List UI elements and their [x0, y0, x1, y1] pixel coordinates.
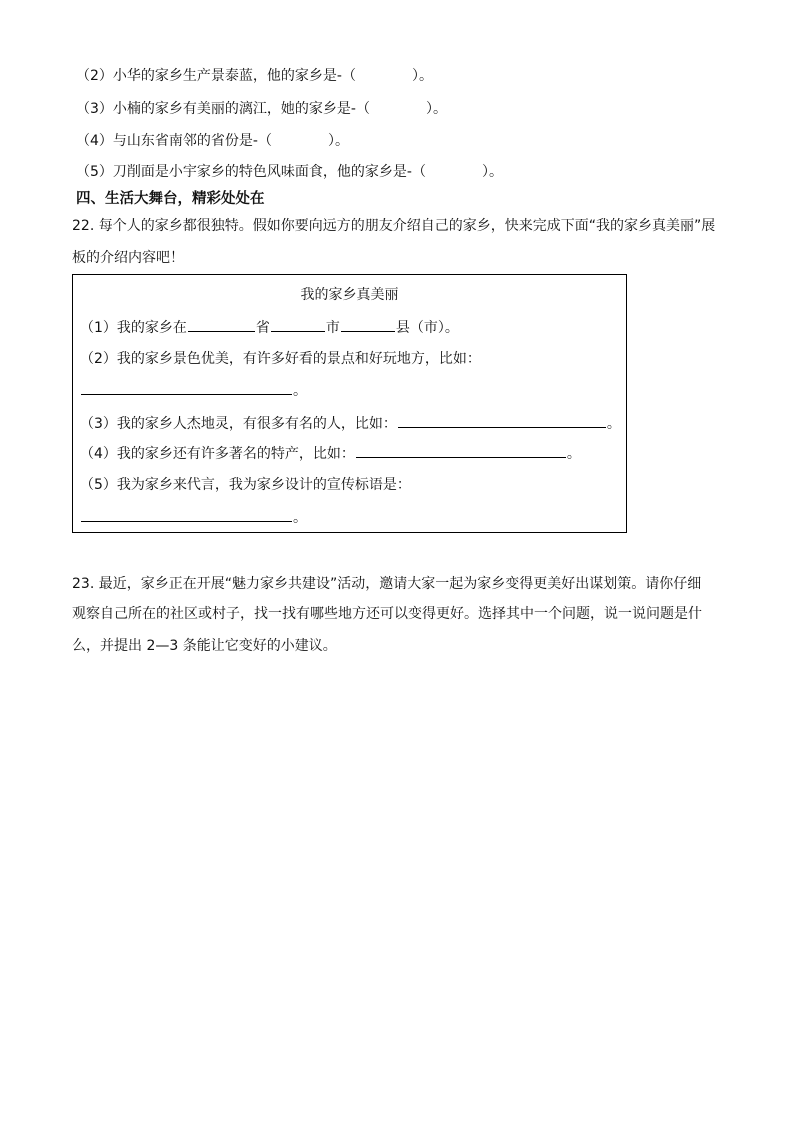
county-blank[interactable]	[341, 317, 395, 332]
board-box	[72, 274, 627, 533]
board-item-4	[80, 443, 581, 464]
question-4: （4）与山东省南邻的省份是-（ ）。	[76, 133, 349, 149]
question-2: （2）小华的家乡生产景泰蓝，他的家乡是-（ ）。	[76, 68, 433, 84]
board-item-1-prefix: （1）我的家乡在	[80, 320, 187, 336]
specialties-blank[interactable]	[356, 443, 566, 458]
board-item-2-answer	[80, 380, 307, 401]
question-3: （3）小楠的家乡有美丽的漓江，她的家乡是-（ ）。	[76, 101, 447, 117]
board-item-3	[80, 413, 621, 434]
board-title: 我的家乡真美丽	[300, 287, 399, 303]
board-item-4-text: （4）我的家乡还有许多著名的特产，比如：	[80, 446, 355, 462]
province-blank[interactable]	[188, 317, 255, 332]
q23-line-3: 么，并提出 2—3 条能让它变好的小建议。	[72, 638, 337, 654]
board-item-1	[80, 317, 459, 338]
board-item-5: （5）我为家乡来代言，我为家乡设计的宣传标语是：	[80, 477, 411, 493]
board-item-2: （2）我的家乡景色优美，有许多好看的景点和好玩地方，比如：	[80, 351, 481, 367]
board-item-3-end: 。	[606, 416, 621, 432]
famous-people-blank[interactable]	[398, 413, 606, 428]
section-heading: 四、生活大舞台，精彩处处在	[76, 191, 265, 207]
board-item-5-answer	[80, 507, 307, 528]
board-item-1-county: 县（市）。	[395, 320, 459, 336]
scenic-spots-blank[interactable]	[81, 380, 292, 395]
board-item-3-text: （3）我的家乡人杰地灵，有很多有名的人，比如：	[80, 416, 397, 432]
board-item-1-city: 市	[325, 320, 340, 336]
q22-line-1: 22. 每个人的家乡都很独特。假如你要向远方的朋友介绍自己的家乡，快来完成下面“我的家乡真美丽”展	[72, 218, 716, 234]
q22-line-2: 板的介绍内容吧！	[72, 250, 184, 266]
city-blank[interactable]	[271, 317, 325, 332]
q23-line-1: 23. 最近，家乡正在开展“魅力家乡共建设”活动，邀请大家一起为家乡变得更美好出谋划策。请你仔细	[72, 576, 702, 592]
board-item-4-end: 。	[566, 446, 581, 462]
q23-line-2: 观察自己所在的社区或村子，找一找有哪些地方还可以变得更好。选择其中一个问题，说一说问题是什	[72, 606, 702, 622]
board-item-2-end: 。	[293, 383, 307, 399]
question-5: （5）刀削面是小宇家乡的特色风味面食，他的家乡是-（ ）。	[76, 164, 503, 180]
board-item-1-province: 省	[255, 320, 270, 336]
slogan-blank[interactable]	[81, 507, 292, 522]
board-item-5-end: 。	[293, 510, 307, 526]
